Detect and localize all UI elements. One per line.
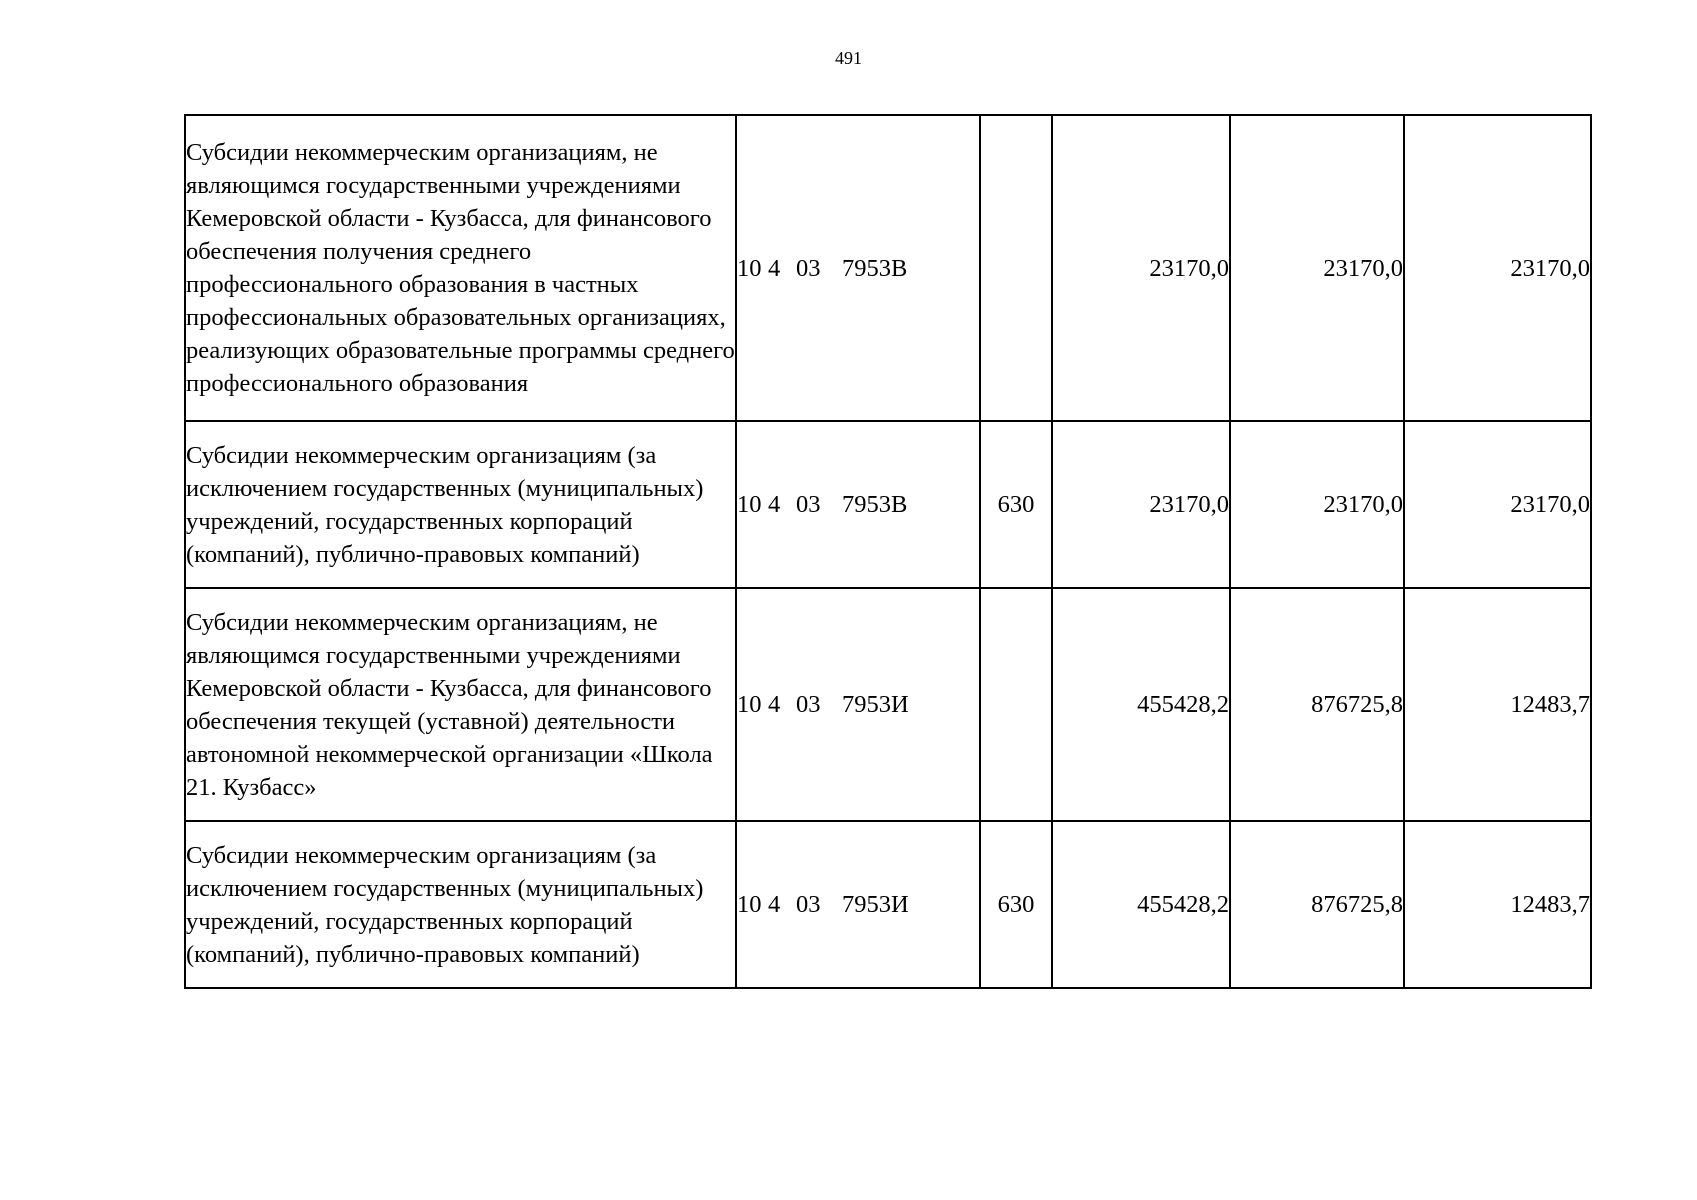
subprogram-code: 03	[796, 491, 821, 518]
table-row	[185, 421, 1591, 588]
table-row	[185, 821, 1591, 988]
table-row	[185, 115, 1591, 421]
direction-code: 7953И	[842, 691, 909, 718]
subprogram-code: 03	[796, 691, 821, 718]
amount-year-1: 23170,0	[1052, 115, 1230, 421]
section-code: 10	[737, 891, 762, 918]
program-code: 4	[768, 891, 781, 918]
amount-year-1: 455428,2	[1052, 588, 1230, 821]
section-code: 10	[737, 491, 762, 518]
budget-codes	[736, 115, 980, 421]
amount-year-3: 12483,7	[1404, 821, 1591, 988]
section-code: 10	[737, 254, 762, 282]
direction-code: 7953И	[842, 891, 909, 918]
direction-code: 7953В	[842, 491, 908, 518]
page-number: 491	[835, 48, 862, 68]
expense-name: Субсидии некоммерческим организациям (за исключением государственных (муниципальных) учреждений, государственных корпораций (компаний), публично-правовых компаний)	[185, 421, 736, 588]
expense-name: Субсидии некоммерческим организациям, не являющимся государственными учреждениями Кемеровской области - Кузбасса, для финансового обеспечения получения среднего профессионального образования в частных профессиональных образовательных организациях, реализующих образовательные программы среднего профессионального образования	[185, 115, 736, 421]
program-code: 4	[768, 691, 781, 718]
amount-year-3: 23170,0	[1404, 115, 1591, 421]
expense-type-code: 630	[980, 821, 1052, 988]
subprogram-code: 03	[796, 891, 821, 918]
amount-year-1: 23170,0	[1052, 421, 1230, 588]
amount-year-1: 455428,2	[1052, 821, 1230, 988]
amount-year-2: 876725,8	[1230, 821, 1404, 988]
subprogram-code: 03	[796, 254, 821, 282]
budget-codes	[736, 821, 980, 988]
amount-year-3: 23170,0	[1404, 421, 1591, 588]
expense-type-code	[980, 588, 1052, 821]
budget-table	[184, 114, 1592, 989]
amount-year-2: 23170,0	[1230, 421, 1404, 588]
table-row	[185, 588, 1591, 821]
expense-type-code	[980, 115, 1052, 421]
expense-name: Субсидии некоммерческим организациям (за исключением государственных (муниципальных) учреждений, государственных корпораций (компаний), публично-правовых компаний)	[185, 821, 736, 988]
program-code: 4	[768, 491, 781, 518]
budget-codes	[736, 588, 980, 821]
expense-name: Субсидии некоммерческим организациям, не являющимся государственными учреждениями Кемеровской области - Кузбасса, для финансового обеспечения текущей (уставной) деятельности автономной некоммерческой организации «Школа 21. Кузбасс»	[185, 588, 736, 821]
budget-codes	[736, 421, 980, 588]
program-code: 4	[768, 254, 781, 282]
expense-type-code: 630	[980, 421, 1052, 588]
direction-code: 7953В	[842, 254, 908, 282]
amount-year-2: 876725,8	[1230, 588, 1404, 821]
section-code: 10	[737, 691, 762, 718]
amount-year-3: 12483,7	[1404, 588, 1591, 821]
amount-year-2: 23170,0	[1230, 115, 1404, 421]
